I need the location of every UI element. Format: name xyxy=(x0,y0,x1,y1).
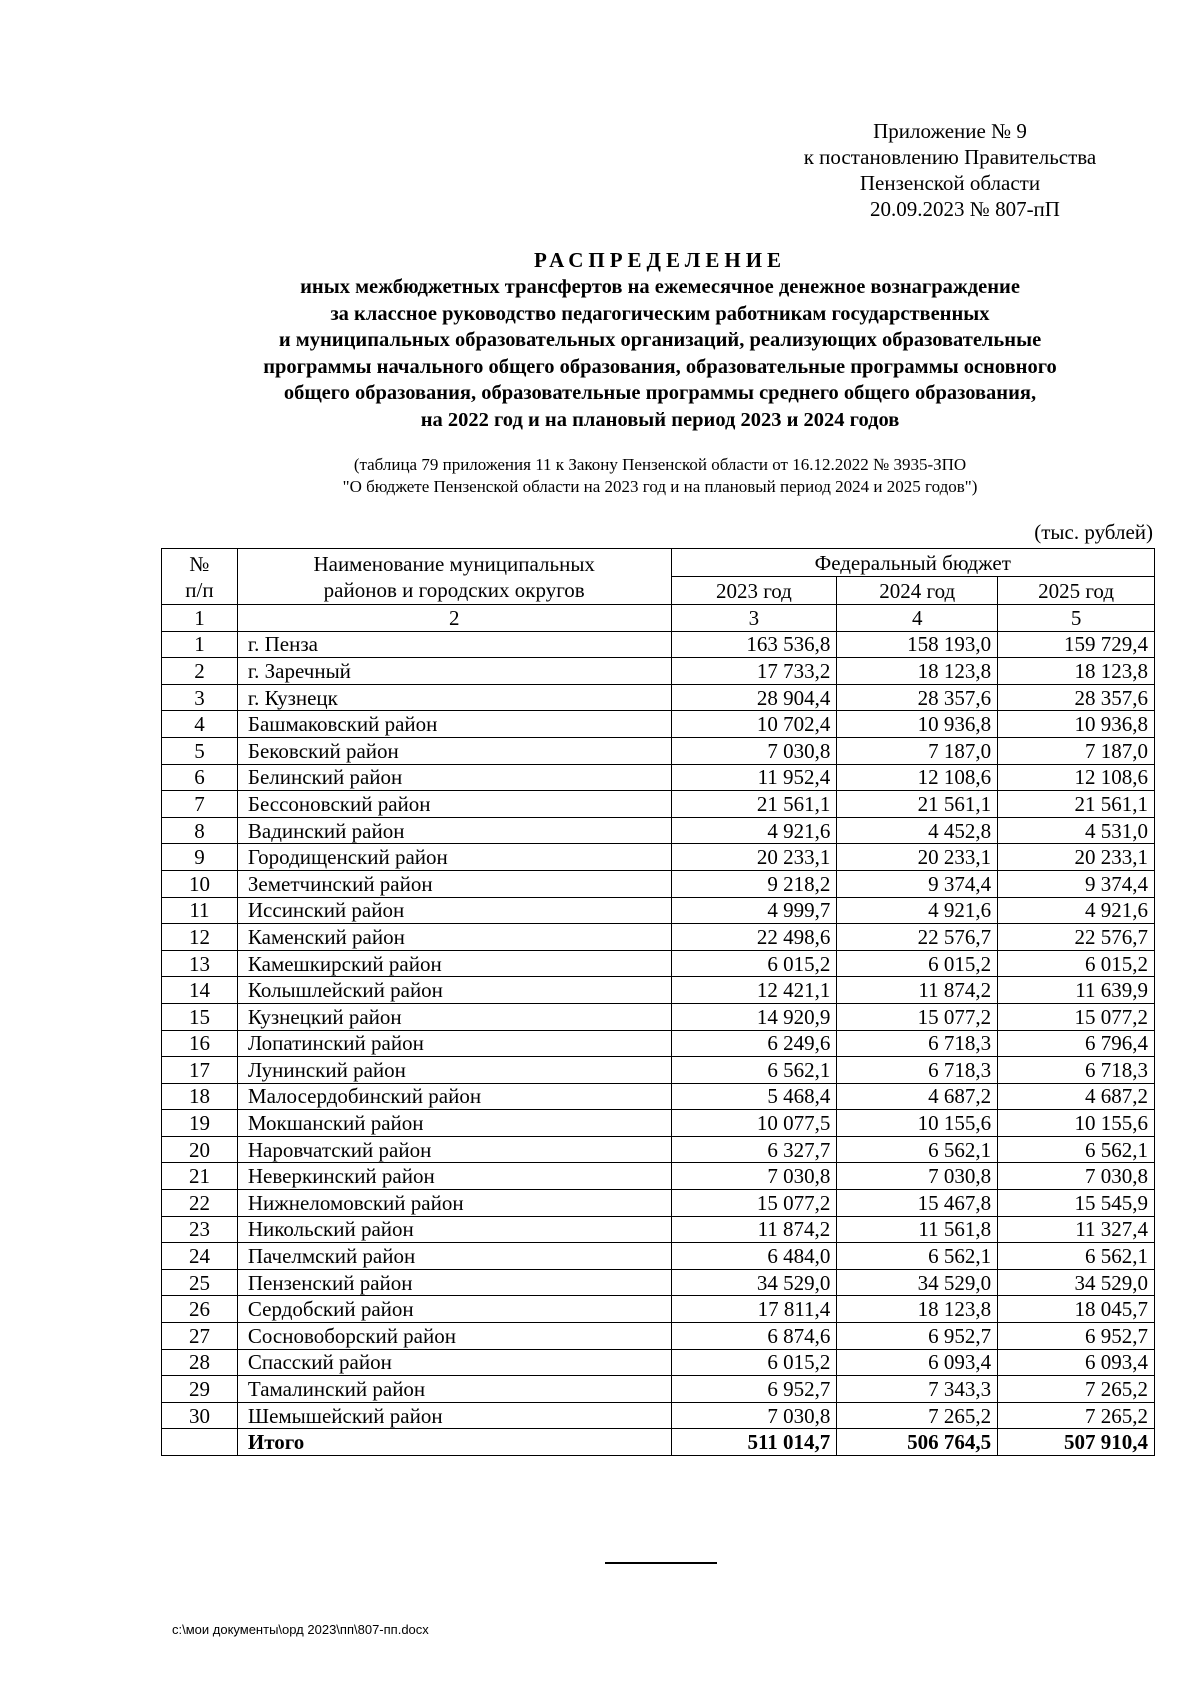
row-value-2025: 6 015,2 xyxy=(998,950,1155,977)
row-value-2024: 6 093,4 xyxy=(837,1349,998,1376)
row-name: Пачелмский район xyxy=(237,1243,671,1270)
row-value-2025: 18 123,8 xyxy=(998,658,1155,685)
row-value-2024: 10 155,6 xyxy=(837,1110,998,1137)
row-value-2024: 34 529,0 xyxy=(837,1269,998,1296)
row-value-2025: 6 796,4 xyxy=(998,1030,1155,1057)
row-name: Пензенский район xyxy=(237,1269,671,1296)
table-row xyxy=(162,1216,1155,1243)
row-value-2025: 18 045,7 xyxy=(998,1296,1155,1323)
row-number: 1 xyxy=(162,631,238,658)
row-name: Бессоновский район xyxy=(237,791,671,818)
row-number: 22 xyxy=(162,1190,238,1217)
row-value-2023: 12 421,1 xyxy=(671,977,837,1004)
row-number: 20 xyxy=(162,1136,238,1163)
row-value-2024: 6 952,7 xyxy=(837,1323,998,1350)
header-year: 2024 год xyxy=(837,577,998,605)
row-value-2023: 22 498,6 xyxy=(671,924,837,951)
source-line: "О бюджете Пензенской области на 2023 год и на плановый период 2024 и 2025 годов") xyxy=(342,477,978,496)
row-value-2024: 7 343,3 xyxy=(837,1376,998,1403)
table-row xyxy=(162,1269,1155,1296)
table-row xyxy=(162,897,1155,924)
units-label: (тыс. рублей) xyxy=(1034,520,1153,544)
row-name: Колышлейский район xyxy=(237,977,671,1004)
row-value-2025: 21 561,1 xyxy=(998,791,1155,818)
closing-rule xyxy=(605,1562,717,1564)
row-name: Башмаковский район xyxy=(237,711,671,738)
row-value-2024: 18 123,8 xyxy=(837,658,998,685)
row-value-2024: 20 233,1 xyxy=(837,844,998,871)
table-header-row xyxy=(162,549,1155,577)
row-number: 12 xyxy=(162,924,238,951)
row-number: 30 xyxy=(162,1402,238,1429)
table-row xyxy=(162,631,1155,658)
title-line: общего образования, образовательные программы среднего общего образования, xyxy=(283,382,1037,404)
table-row xyxy=(162,1323,1155,1350)
table-row xyxy=(162,1110,1155,1137)
table-index-row xyxy=(162,605,1155,632)
row-number: 6 xyxy=(162,764,238,791)
row-value-2023: 6 952,7 xyxy=(671,1376,837,1403)
row-name: Иссинский район xyxy=(237,897,671,924)
row-number: 10 xyxy=(162,870,238,897)
row-value-2025: 12 108,6 xyxy=(998,764,1155,791)
row-value-2023: 6 562,1 xyxy=(671,1057,837,1084)
row-value-2023: 20 233,1 xyxy=(671,844,837,871)
row-name: Белинский район xyxy=(237,764,671,791)
row-name: г. Пенза xyxy=(237,631,671,658)
row-value-2025: 6 093,4 xyxy=(998,1349,1155,1376)
table-row xyxy=(162,1243,1155,1270)
row-value-2023: 11 874,2 xyxy=(671,1216,837,1243)
title-line: программы начального общего образования, образовательные программы основного xyxy=(263,355,1057,378)
table-row xyxy=(162,1003,1155,1030)
row-number: 29 xyxy=(162,1376,238,1403)
row-value-2023: 28 904,4 xyxy=(671,684,837,711)
table-row xyxy=(162,1402,1155,1429)
row-number: 8 xyxy=(162,817,238,844)
row-value-2023: 7 030,8 xyxy=(671,1402,837,1429)
row-name: Городищенский район xyxy=(237,844,671,871)
row-value-2025: 7 265,2 xyxy=(998,1402,1155,1429)
row-value-2023: 7 030,8 xyxy=(671,737,837,764)
distribution-table xyxy=(161,548,1155,1456)
row-value-2025: 9 374,4 xyxy=(998,870,1155,897)
table-row xyxy=(162,658,1155,685)
row-number: 15 xyxy=(162,1003,238,1030)
row-name: Земетчинский район xyxy=(237,870,671,897)
total-value-2024: 506 764,5 xyxy=(837,1429,998,1456)
row-value-2025: 22 576,7 xyxy=(998,924,1155,951)
row-name: Нижнеломовский район xyxy=(237,1190,671,1217)
appendix-region: Пензенской области xyxy=(859,171,1041,195)
title-line: на 2022 год и на плановый период 2023 и 2024 годов xyxy=(420,408,900,431)
table-row xyxy=(162,1376,1155,1403)
index-cell: 5 xyxy=(998,605,1155,632)
row-number: 13 xyxy=(162,950,238,977)
total-value-2025: 507 910,4 xyxy=(998,1429,1155,1456)
row-value-2024: 15 467,8 xyxy=(837,1190,998,1217)
row-value-2025: 10 936,8 xyxy=(998,711,1155,738)
table-row xyxy=(162,1163,1155,1190)
row-name: Кузнецкий район xyxy=(237,1003,671,1030)
row-value-2023: 9 218,2 xyxy=(671,870,837,897)
row-value-2025: 159 729,4 xyxy=(998,631,1155,658)
row-number: 17 xyxy=(162,1057,238,1084)
row-value-2024: 9 374,4 xyxy=(837,870,998,897)
row-number: 19 xyxy=(162,1110,238,1137)
row-name: Мокшанский район xyxy=(237,1110,671,1137)
row-name: Сосновоборский район xyxy=(237,1323,671,1350)
row-number: 14 xyxy=(162,977,238,1004)
row-number: 16 xyxy=(162,1030,238,1057)
row-number: 18 xyxy=(162,1083,238,1110)
row-value-2024: 6 562,1 xyxy=(837,1136,998,1163)
row-value-2023: 11 952,4 xyxy=(671,764,837,791)
row-value-2023: 4 999,7 xyxy=(671,897,837,924)
row-number: 28 xyxy=(162,1349,238,1376)
row-name: г. Кузнецк xyxy=(237,684,671,711)
row-value-2025: 7 265,2 xyxy=(998,1376,1155,1403)
row-value-2023: 34 529,0 xyxy=(671,1269,837,1296)
row-number: 23 xyxy=(162,1216,238,1243)
table-row xyxy=(162,737,1155,764)
row-name: Шемышейский район xyxy=(237,1402,671,1429)
row-value-2024: 21 561,1 xyxy=(837,791,998,818)
table-row xyxy=(162,924,1155,951)
row-name: Вадинский район xyxy=(237,817,671,844)
row-value-2025: 4 687,2 xyxy=(998,1083,1155,1110)
row-name: Неверкинский район xyxy=(237,1163,671,1190)
row-number: 27 xyxy=(162,1323,238,1350)
row-value-2025: 15 545,9 xyxy=(998,1190,1155,1217)
row-value-2023: 7 030,8 xyxy=(671,1163,837,1190)
row-value-2023: 163 536,8 xyxy=(671,631,837,658)
row-value-2025: 4 921,6 xyxy=(998,897,1155,924)
row-value-2025: 34 529,0 xyxy=(998,1269,1155,1296)
row-value-2024: 18 123,8 xyxy=(837,1296,998,1323)
header-year: 2025 год xyxy=(998,577,1155,605)
total-number-empty xyxy=(162,1429,238,1456)
row-number: 11 xyxy=(162,897,238,924)
header-year: 2023 год xyxy=(671,577,837,605)
row-number: 26 xyxy=(162,1296,238,1323)
row-value-2024: 6 562,1 xyxy=(837,1243,998,1270)
table-row xyxy=(162,684,1155,711)
row-value-2023: 6 249,6 xyxy=(671,1030,837,1057)
row-number: 5 xyxy=(162,737,238,764)
index-cell: 2 xyxy=(237,605,671,632)
row-value-2025: 7 030,8 xyxy=(998,1163,1155,1190)
row-value-2024: 6 015,2 xyxy=(837,950,998,977)
row-value-2025: 6 562,1 xyxy=(998,1243,1155,1270)
row-name: Лунинский район xyxy=(237,1057,671,1084)
row-value-2023: 21 561,1 xyxy=(671,791,837,818)
row-number: 9 xyxy=(162,844,238,871)
row-value-2024: 4 452,8 xyxy=(837,817,998,844)
row-name: Спасский район xyxy=(237,1349,671,1376)
row-name: Никольский район xyxy=(237,1216,671,1243)
row-number: 3 xyxy=(162,684,238,711)
table-row xyxy=(162,844,1155,871)
row-name: Камешкирский район xyxy=(237,950,671,977)
row-value-2024: 158 193,0 xyxy=(837,631,998,658)
header-federal-budget: Федеральный бюджет xyxy=(671,549,1155,577)
row-value-2025: 4 531,0 xyxy=(998,817,1155,844)
row-name: Наровчатский район xyxy=(237,1136,671,1163)
row-value-2023: 10 702,4 xyxy=(671,711,837,738)
row-value-2023: 6 484,0 xyxy=(671,1243,837,1270)
table-row xyxy=(162,950,1155,977)
row-name: Бековский район xyxy=(237,737,671,764)
row-number: 24 xyxy=(162,1243,238,1270)
row-value-2023: 15 077,2 xyxy=(671,1190,837,1217)
row-value-2023: 17 811,4 xyxy=(671,1296,837,1323)
title-line: иных межбюджетных трансфертов на ежемесячное денежное вознаграждение xyxy=(300,276,1020,298)
row-value-2025: 11 327,4 xyxy=(998,1216,1155,1243)
row-value-2024: 12 108,6 xyxy=(837,764,998,791)
row-value-2023: 6 015,2 xyxy=(671,1349,837,1376)
appendix-number: Приложение № 9 xyxy=(873,119,1027,143)
row-value-2025: 10 155,6 xyxy=(998,1110,1155,1137)
row-name: Сердобский район xyxy=(237,1296,671,1323)
row-value-2025: 7 187,0 xyxy=(998,737,1155,764)
row-value-2024: 4 921,6 xyxy=(837,897,998,924)
appendix-date: 20.09.2023 № 807-пП xyxy=(870,197,1060,221)
header-number: № п/п xyxy=(162,549,238,605)
row-name: г. Заречный xyxy=(237,658,671,685)
row-name: Тамалинский район xyxy=(237,1376,671,1403)
row-number: 4 xyxy=(162,711,238,738)
total-value-2023: 511 014,7 xyxy=(671,1429,837,1456)
row-value-2023: 4 921,6 xyxy=(671,817,837,844)
row-number: 21 xyxy=(162,1163,238,1190)
row-value-2025: 6 952,7 xyxy=(998,1323,1155,1350)
row-value-2024: 4 687,2 xyxy=(837,1083,998,1110)
row-value-2023: 6 327,7 xyxy=(671,1136,837,1163)
row-name: Каменский район xyxy=(237,924,671,951)
table-row xyxy=(162,817,1155,844)
row-value-2023: 5 468,4 xyxy=(671,1083,837,1110)
table-total-row xyxy=(162,1429,1155,1456)
row-value-2023: 6 015,2 xyxy=(671,950,837,977)
table-row xyxy=(162,764,1155,791)
source-reference xyxy=(150,454,1170,498)
row-value-2024: 6 718,3 xyxy=(837,1057,998,1084)
table-row xyxy=(162,977,1155,1004)
table-row xyxy=(162,1190,1155,1217)
row-value-2025: 20 233,1 xyxy=(998,844,1155,871)
row-name: Лопатинский район xyxy=(237,1030,671,1057)
row-value-2024: 7 265,2 xyxy=(837,1402,998,1429)
row-value-2025: 15 077,2 xyxy=(998,1003,1155,1030)
row-value-2023: 10 077,5 xyxy=(671,1110,837,1137)
row-value-2025: 6 562,1 xyxy=(998,1136,1155,1163)
row-value-2024: 10 936,8 xyxy=(837,711,998,738)
source-line: (таблица 79 приложения 11 к Закону Пензенской области от 16.12.2022 № 3935-ЗПО xyxy=(353,455,967,474)
row-value-2024: 11 561,8 xyxy=(837,1216,998,1243)
table-row xyxy=(162,1296,1155,1323)
row-value-2024: 11 874,2 xyxy=(837,977,998,1004)
index-cell: 3 xyxy=(671,605,837,632)
file-path-footer: c:\мои документы\орд 2023\пп\807-пп.docx xyxy=(172,1622,429,1637)
table-row xyxy=(162,870,1155,897)
index-cell: 4 xyxy=(837,605,998,632)
total-label: Итого xyxy=(237,1429,671,1456)
appendix-header xyxy=(770,118,1130,222)
header-name: Наименование муниципальных районов и городских округов xyxy=(237,549,671,605)
row-number: 25 xyxy=(162,1269,238,1296)
appendix-ref: к постановлению Правительства xyxy=(803,145,1097,169)
table-row xyxy=(162,1057,1155,1084)
row-value-2023: 17 733,2 xyxy=(671,658,837,685)
title-heading: РАСПРЕДЕЛЕНИЕ xyxy=(533,248,787,272)
table-row xyxy=(162,1030,1155,1057)
row-number: 7 xyxy=(162,791,238,818)
table-row xyxy=(162,1349,1155,1376)
row-value-2025: 6 718,3 xyxy=(998,1057,1155,1084)
row-value-2025: 11 639,9 xyxy=(998,977,1155,1004)
document-title xyxy=(150,246,1170,433)
row-value-2024: 28 357,6 xyxy=(837,684,998,711)
table-row xyxy=(162,1136,1155,1163)
row-value-2024: 6 718,3 xyxy=(837,1030,998,1057)
row-name: Малосердобинский район xyxy=(237,1083,671,1110)
row-value-2024: 7 187,0 xyxy=(837,737,998,764)
row-value-2023: 14 920,9 xyxy=(671,1003,837,1030)
row-value-2024: 15 077,2 xyxy=(837,1003,998,1030)
index-cell: 1 xyxy=(162,605,238,632)
table-row xyxy=(162,711,1155,738)
table-row xyxy=(162,791,1155,818)
row-value-2024: 22 576,7 xyxy=(837,924,998,951)
row-number: 2 xyxy=(162,658,238,685)
title-line: и муниципальных образовательных организаций, реализующих образовательные xyxy=(278,329,1042,351)
row-value-2025: 28 357,6 xyxy=(998,684,1155,711)
row-value-2023: 6 874,6 xyxy=(671,1323,837,1350)
row-value-2024: 7 030,8 xyxy=(837,1163,998,1190)
title-line: за классное руководство педагогическим работникам государственных xyxy=(330,302,990,325)
table-row xyxy=(162,1083,1155,1110)
